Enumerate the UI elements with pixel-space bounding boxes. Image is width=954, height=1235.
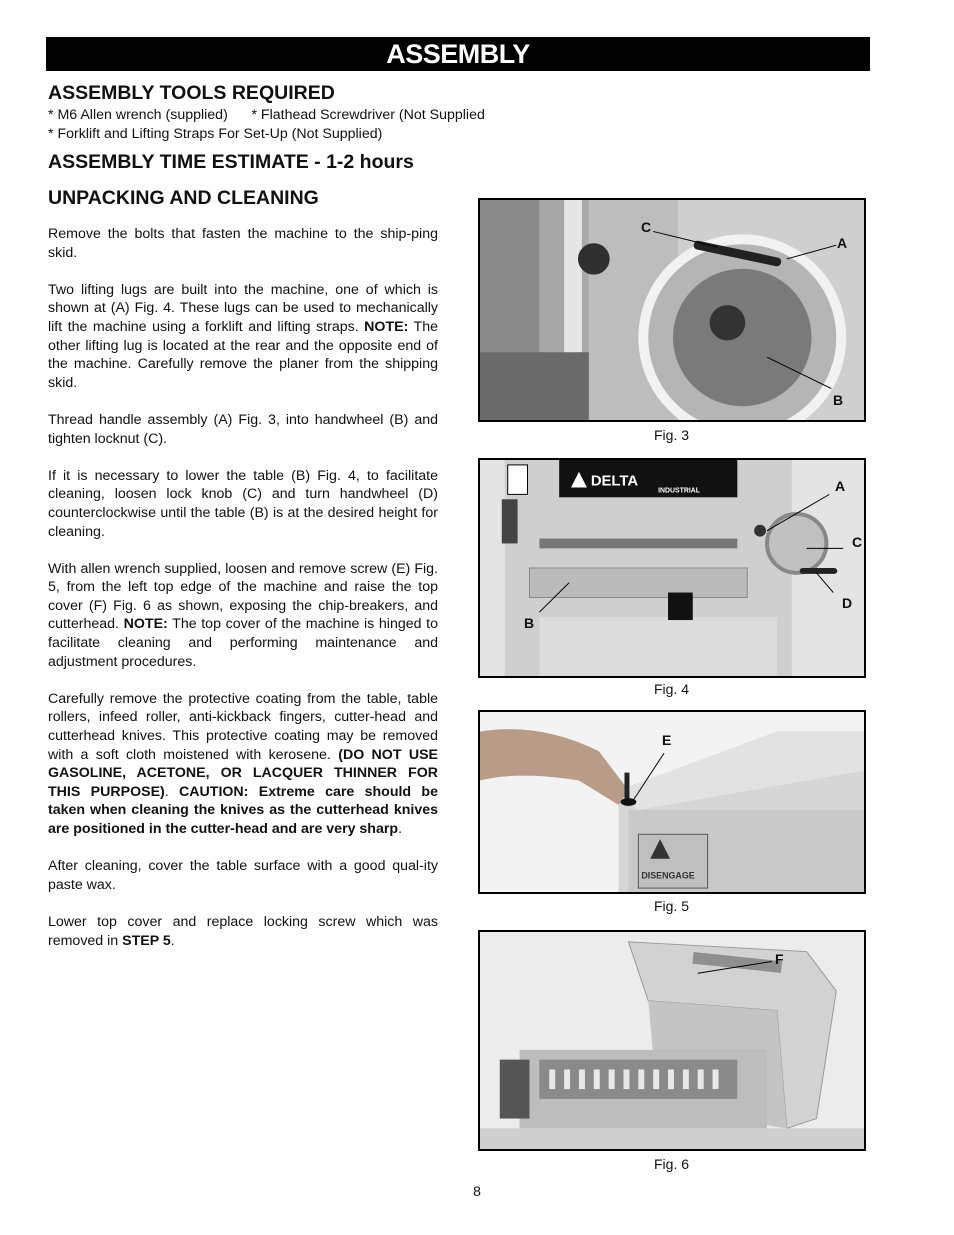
brand-sub-text: INDUSTRIAL [658, 487, 701, 495]
time-estimate-heading: ASSEMBLY TIME ESTIMATE - 1-2 hours [48, 151, 414, 173]
tools-line-1 [48, 106, 485, 125]
handwheel-illustration [480, 200, 864, 420]
text: With allen wrench supplied, loosen and remove screw (E) Fig. 5, from the left top edge of the machine and raise the top cover (F) Fig. 6 as shown, exposing the chip-breakers, and cutterhead. [48, 560, 438, 633]
paragraph-protective-coating [48, 690, 438, 839]
tools-list [48, 106, 485, 143]
paragraph-handle-assembly: Thread handle assembly (A) Fig. 3, into handwheel (B) and tighten locknut (C). [48, 411, 438, 447]
tools-line-2: * Forklift and Lifting Straps For Set-Up (Not Supplied) [48, 125, 383, 142]
paragraph-lower-cover [48, 913, 438, 950]
fig5-label-e: E [662, 732, 672, 748]
fig4-label-b: B [524, 615, 535, 631]
note-label: NOTE: [123, 616, 168, 633]
fig4-label-c: C [852, 534, 863, 550]
text: Two lifting lugs are built into the machine, one of which is shown at (A) Fig. 4. These lugs can be used to mechanically lift the machine using a forklift and lifting straps. [48, 281, 438, 335]
tool-screwdriver: * Flathead Screwdriver (Not Supplied [251, 107, 485, 123]
text: Carefully remove the protective coating from the table, table rollers, infeed roller, anti-kickback fingers, cutter-head and cutterhead knives. This protective coating may be removed with a soft cloth moistened with kerosene. [48, 690, 438, 763]
page-banner: ASSEMBLY [46, 37, 870, 71]
text: . [170, 932, 175, 949]
raised-cover-illustration [480, 932, 864, 1149]
fig4-label-a: A [835, 478, 846, 494]
text: The top cover of the machine is hinged to facilitate cleaning and performing maintenance and adjustment procedures. [48, 616, 438, 670]
tool-allen-wrench: * M6 Allen wrench (supplied) [48, 107, 228, 123]
paragraph-lifting-lugs [48, 281, 438, 393]
fig3-label-c: C [641, 219, 652, 235]
text: Lower top cover and replace locking screw which was removed in [48, 913, 438, 949]
fig3-label-b: B [833, 392, 844, 408]
note-label: NOTE: [364, 318, 409, 335]
paragraph-remove-bolts: Remove the bolts that fasten the machine to the ship-ping skid. [48, 226, 438, 261]
figure-3-photo [478, 198, 866, 422]
figure-6-caption: Fig. 6 [654, 1156, 690, 1172]
planer-front-illustration [480, 460, 864, 676]
unpacking-heading: UNPACKING AND CLEANING [48, 187, 319, 209]
page-number: 8 [473, 1183, 481, 1199]
step-reference: STEP 5 [122, 932, 171, 949]
figure-6-photo [478, 930, 866, 1151]
disengage-decal-text: DISENGAGE [641, 870, 695, 881]
text: The other lifting lug is located at the rear and the opposite end of the machine. Carefully remove the planer from the shipping skid. [48, 318, 438, 391]
warning-text: (DO NOT USE GASOLINE, ACETONE, OR LACQUER THINNER FOR THIS PURPOSE) [48, 746, 438, 800]
fig6-label-f: F [775, 951, 784, 967]
text: . [164, 783, 180, 800]
figure-5-photo [478, 710, 866, 894]
screw-removal-illustration [480, 712, 864, 892]
brand-logo-text: DELTA [590, 473, 639, 490]
tools-heading: ASSEMBLY TOOLS REQUIRED [48, 82, 335, 104]
fig4-label-d: D [842, 595, 853, 611]
text: . [398, 821, 403, 837]
figure-4-caption: Fig. 4 [654, 681, 690, 697]
paragraph-remove-screw [48, 560, 438, 672]
instructions-column [48, 225, 438, 969]
paragraph-lower-table: If it is necessary to lower the table (B) Fig. 4, to facilitate cleaning, loosen lock knob (C) and turn handwheel (D) counterclockwise until the table (B) is at the desired height for cleaning. [48, 467, 438, 540]
caution-text: CAUTION: Extreme care should be taken when cleaning the knives as the cutterhead knives are positioned in the cutter-head and are very sharp [48, 783, 438, 837]
figure-5-caption: Fig. 5 [654, 898, 690, 914]
figure-3-caption: Fig. 3 [654, 427, 690, 443]
figure-4-photo [478, 458, 866, 678]
fig3-label-a: A [837, 235, 848, 251]
paragraph-paste-wax: After cleaning, cover the table surface with a good qual-ity paste wax. [48, 858, 438, 893]
